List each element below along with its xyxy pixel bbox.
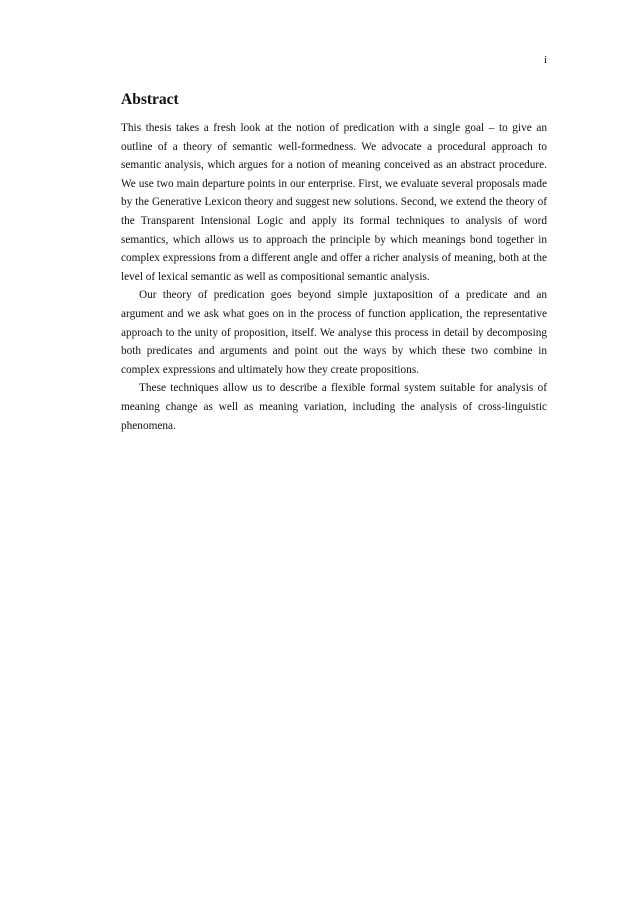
page-number: i — [543, 54, 547, 66]
abstract-heading: Abstract — [121, 91, 179, 108]
abstract-paragraph-1: This thesis takes a fresh look at the notion of predication with a single goal – to give an outline of a theory of semantic well-formedness. We advocate a procedural approach to semantic analysis, which argues for a notion of meaning conceived as an abstract procedure. We use two main departure points in our enterprise. First, we evaluate several proposals made by the Generative Lexicon theory and suggest new solutions. Second, we extend the theory of the Transparent Intensional Logic and apply its formal techniques to analysis of word semantics, which allows us to approach the principle by which meanings bond together in complex expressions from a different angle and offer a richer analysis of meaning, both at the level of lexical semantic as well as compositional semantic analysis. — [121, 122, 547, 283]
abstract-paragraph-3: These techniques allow us to describe a flexible formal system suitable for analysis of meaning change as well as meaning variation, including the analysis of cross-linguistic phenomena. — [121, 382, 547, 432]
abstract-section — [121, 90, 547, 435]
abstract-paragraph-2: Our theory of predication goes beyond simple juxtaposition of a predicate and an argument and we ask what goes on in the process of function application, the representative approach to the unity of proposition, itself. We analyse this process in detail by decomposing both predicates and arguments and point out the ways by which these two combine in complex expressions and ultimately how they create propositions. — [121, 289, 547, 376]
